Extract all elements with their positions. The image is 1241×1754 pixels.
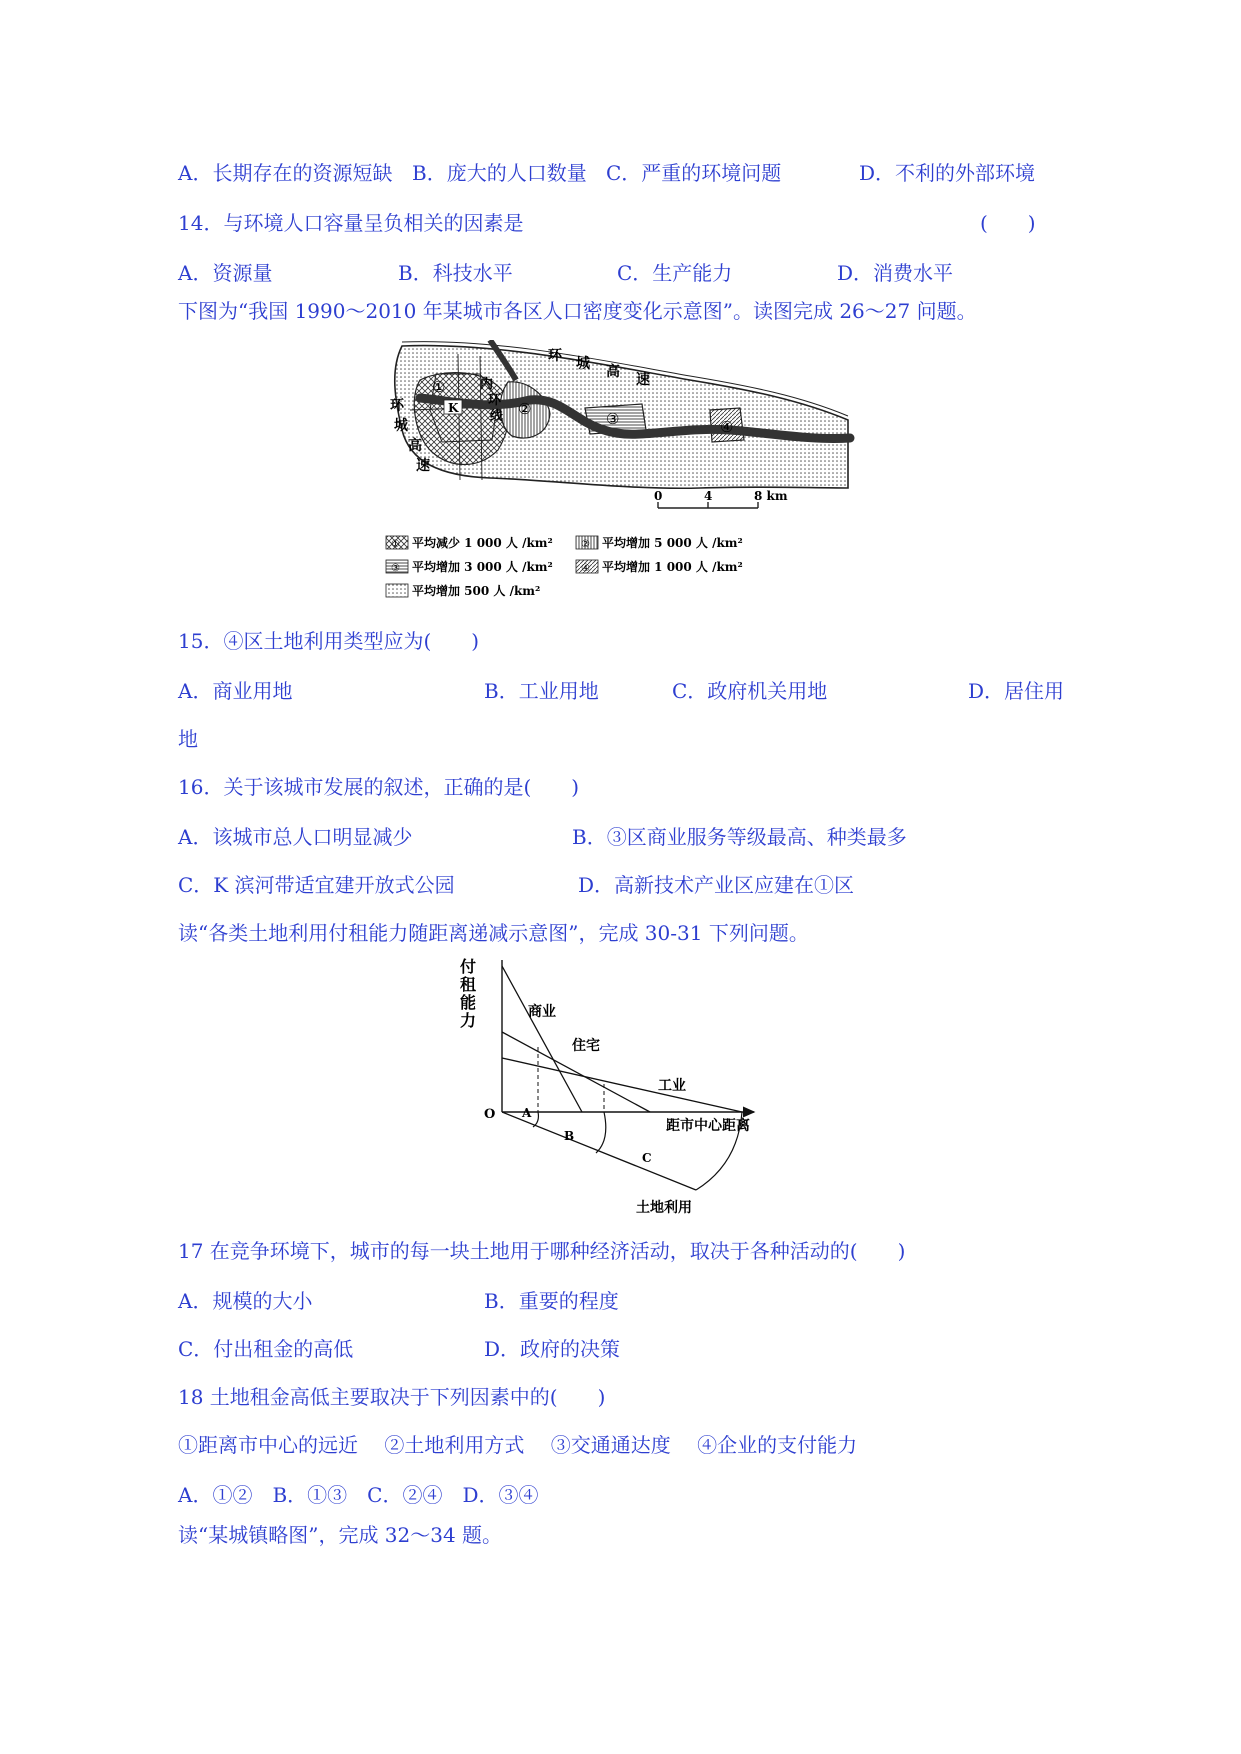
map-scale-0: 0 [654,489,663,503]
legend-text-3: 平均增加 3 000 人 /km² [412,560,553,574]
q14-option-c: C．生产能力 [617,261,733,285]
q18-stem: 18 土地租金高低主要取决于下列因素中的( ) [178,1385,606,1409]
zone-b-label: B [564,1129,575,1143]
q15-stem: 15．④区土地利用类型应为( ) [178,629,480,653]
residence-label: 住宅 [572,1038,600,1054]
q13-option-b: B．庞大的人口数量 [412,161,587,185]
map-ring-road-left-3: 高 [408,438,422,454]
zone-a-label: A [522,1106,532,1120]
q16-option-d: D．高新技术产业区应建在①区 [578,873,855,897]
q18-options: A．①② B．①③ C．②④ D．③④ [178,1483,539,1507]
q14-paren: ( ) [980,211,1036,235]
intro-map: 下图为“我国 1990～2010 年某城市各区人口密度变化示意图”。读图完成 26～27 问题。 [178,299,977,323]
q17-option-b: B．重要的程度 [484,1289,619,1313]
population-density-map [380,340,860,600]
rent-gradient-diagram [460,950,790,1218]
legend-num-2: ② [581,539,590,550]
q15-option-d: D．居住用 [968,679,1065,703]
q15-option-c: C．政府机关用地 [672,679,828,703]
q14-option-a: A．资源量 [178,261,273,285]
legend-text-4: 平均增加 1 000 人 /km² [602,560,743,574]
origin-label: O [484,1107,496,1122]
map-ring-road-top-2: 城 [576,356,590,372]
map-inner-ring-3: 线 [490,409,504,424]
q18-factors: ①距离市中心的远近 ②土地利用方式 ③交通通达度 ④企业的支付能力 [178,1433,858,1457]
q13-option-a: A．长期存在的资源短缺 [178,161,393,185]
q16-option-a: A．该城市总人口明显减少 [178,825,413,849]
y-label-4: 力 [460,1011,477,1030]
map-zone-4: ④ [720,418,734,436]
q16-option-b: B．③区商业服务等级最高、种类最多 [572,825,907,849]
y-label-3: 能 [460,993,477,1012]
industry-label: 工业 [658,1078,686,1094]
q17-option-c: C．付出租金的高低 [178,1337,354,1361]
q17-stem: 17 在竞争环境下，城市的每一块土地用于哪种经济活动，取决于各种活动的( ) [178,1239,906,1263]
map-inner-ring-2: 环 [488,393,502,408]
intro-town-map: 读“某城镇略图”，完成 32～34 题。 [178,1523,503,1547]
q16-option-c: C．K 滨河带适宜建开放式公园 [178,873,455,897]
zone-c-label: C [642,1151,652,1165]
legend-num-3: ③ [391,563,400,574]
map-ring-road-left-1: 环 [390,398,404,414]
intro-rent-diagram: 读“各类土地利用付租能力随距离递减示意图”，完成 30-31 下列问题。 [178,921,809,945]
q14-option-b: B．科技水平 [398,261,513,285]
legend-num-4: ④ [581,563,590,574]
q14-stem: 14．与环境人口容量呈负相关的因素是 [178,211,524,235]
q13-option-d: D．不利的外部环境 [859,161,1036,185]
map-k-label: K [448,401,459,415]
map-ring-road-left-4: 速 [416,458,430,474]
q14-option-d: D．消费水平 [837,261,954,285]
map-zone-2: ② [518,400,532,418]
legend-num-1: ① [391,539,400,550]
y-label-1: 付 [460,957,477,976]
map-ring-road-top-4: 速 [636,372,650,388]
commerce-label: 商业 [528,1004,556,1020]
q15-option-b: B．工业用地 [484,679,599,703]
y-label-2: 租 [460,975,477,994]
q16-stem: 16．关于该城市发展的叙述，正确的是( ) [178,775,580,799]
land-use-label: 土地利用 [636,1200,692,1216]
q17-option-a: A．规模的大小 [178,1289,313,1313]
q13-option-c: C．严重的环境问题 [606,161,782,185]
q15-option-a: A．商业用地 [178,679,293,703]
map-ring-road-top-1: 环 [548,348,562,364]
legend-text-5: 平均增加 500 人 /km² [412,584,541,598]
q15-option-d-wrap: 地 [178,727,198,751]
legend-text-1: 平均减少 1 000 人 /km² [412,536,553,550]
map-ring-road-left-2: 城 [394,418,408,434]
map-scale-8: 8 km [754,489,788,503]
map-inner-ring-1: 内 [480,377,494,392]
x-axis-label: 距市中心距离 [666,1118,750,1134]
map-legend [386,535,743,598]
map-zone-3: ③ [606,410,620,428]
legend-text-2: 平均增加 5 000 人 /km² [602,536,743,550]
map-scale-4: 4 [704,489,713,503]
q17-option-d: D．政府的决策 [484,1337,621,1361]
map-ring-road-top-3: 高 [606,364,620,380]
map-zone-1: ① [432,378,446,396]
